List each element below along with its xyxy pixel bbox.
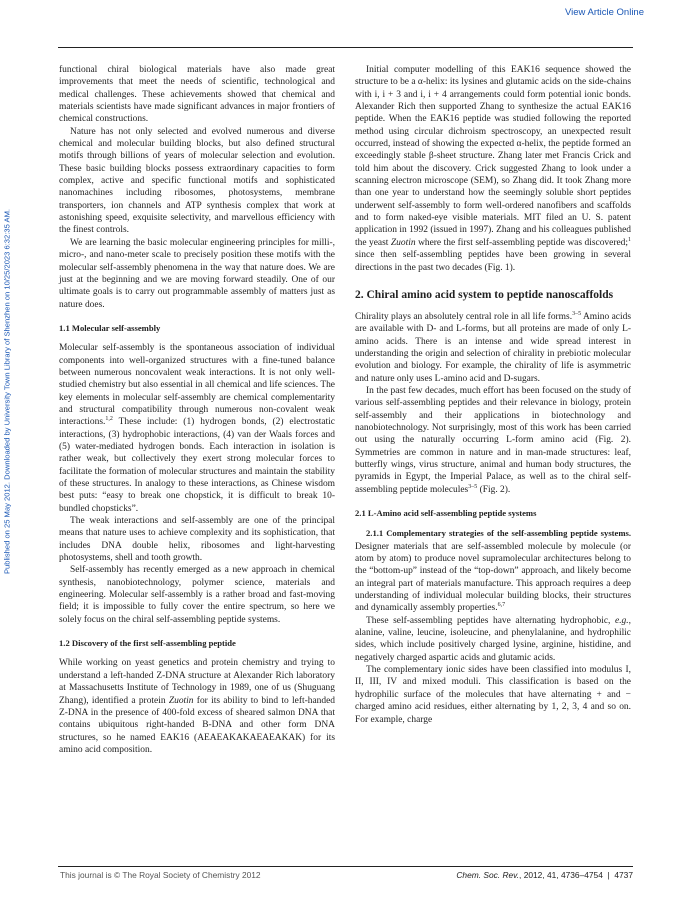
paragraph bbox=[355, 311, 631, 385]
view-article-online-link[interactable]: View Article Online bbox=[564, 7, 644, 18]
paragraph bbox=[355, 615, 631, 664]
citation-ref[interactable]: 3–5 bbox=[572, 310, 582, 317]
footer-rule bbox=[58, 866, 633, 867]
text-run: While working on yeast genetics and protein chemistry and trying to understand a left-handed Z-DNA structure at Alexander Rich laboratory at Massachusetts Institute of Technology in 1989, one of us (Shuguang Zhang), identified a protein bbox=[59, 658, 335, 706]
download-watermark bbox=[0, 150, 14, 640]
text-run: Designer materials that are self-assembled molecule by molecule (or atom by atom) to produce novel supramolecular architectures belong to the “bottom-up” instead of the “top-down” approach, and likely become an integral part of materials manufacture. This approach requires a deep understanding of individual molecular building blocks, their structures and dynamically assembly properties. bbox=[355, 541, 631, 614]
citation-ref[interactable]: 6,7 bbox=[497, 602, 506, 609]
paragraph: The complementary ionic sides have been classified into modulus I, II, III, IV and mixed moduli. This classification is based on the hydrophilic surface of the molecules that have alternating + and − charged amino acid residues, either alternating by 1, 2, 3, 4 and so on. For example, charge bbox=[355, 665, 631, 725]
italic-term: Zuotin bbox=[168, 695, 194, 706]
paragraph bbox=[59, 657, 335, 756]
paragraph: Self-assembly has recently emerged as a new approach in chemical synthesis, nanobiotechnology, polymer science, materials and engineering. Molecular self-assembly is a rather broad and fast-moving field; it is impossible to fully cover the entire spectrum, so here we solely focus on the chiral self-assembling peptide systems. bbox=[59, 565, 335, 625]
text-run: Amino acids are available with D- and L-forms, but all proteins are made of only L-amino acids. There is an intense and wide spread interest in understanding the origin and selection of chirality in prebiotic molecular evolution and biology. For example, the chirality of life is asymmetric and nature only uses L-amino acid and D-sugars. bbox=[355, 311, 631, 384]
text-run: In the past few decades, much effort has been focused on the study of various self-assembling peptides and their relevance in biology, protein self-assembly and their applications in biotechnology and nanobiotechnology. Not surprisingly, most of this work has been carried out using the naturally occurring L-form amino acid (Fig. 2). Symmetries are common in nature and in man-made structures: leaf, butterfly wings, virus structure, animal and human body structures, the pyramids in Egypt, the Imperial Palace, as well as to the chiral self-assembling peptide molecules bbox=[355, 385, 631, 495]
page-number: 4737 bbox=[614, 870, 633, 880]
journal-name: Chem. Soc. Rev. bbox=[456, 870, 520, 880]
citation-footer bbox=[456, 870, 633, 880]
section-heading-2-1-1: 2.1.1 Complementary strategies of the self-assembling peptide systems. bbox=[366, 528, 631, 539]
section-heading-1-2: 1.2 Discovery of the first self-assembling peptide bbox=[59, 638, 236, 649]
text-run: These include: (1) hydrogen bonds, (2) electrostatic interactions, (3) hydrophobic interactions, (4) van der Waals forces and (5) water-mediated hydrogen bonds. Each interaction in isolation is rather weak, but collectively they exert strong molecular forces to facilitate the formation of molecular structures and maintain the stability of these structures. In analogy to these interactions, as Chinese wisdom best puts: “easy to break one chopstick, it is difficult to break 10-bundled chopsticks”. bbox=[59, 417, 335, 514]
italic-term: Zuotin bbox=[390, 237, 416, 248]
right-column bbox=[355, 64, 631, 726]
citation-ref[interactable]: 1 bbox=[628, 236, 632, 243]
text-run: , alanine, valine, leucine, isoleucine, and phenylalanine, and hydrophilic sides, which include positively charged lysine, arginine, histidine, and negatively charged aspartic acids and glutamic acids. bbox=[355, 615, 631, 663]
paragraph: We are learning the basic molecular engineering principles for milli-, micro-, and nano-meter scale to precisely position these motifs with the molecular self-assembly phenomena in the way that nature does. We are just at the beginning and we are moving forward steadily. One of our ultimate goals is to carry out programmable assembly of matters just as nature does. bbox=[59, 237, 335, 310]
paragraph: The weak interactions and self-assembly are one of the principal means that nature uses to achieve complexity and its sophistication, that includes DNA double helix, ribosomes and light-harvesting photosystems, shell and tooth growth. bbox=[59, 516, 335, 564]
text-run: These self-assembling peptides have alternating hydrophobic, bbox=[366, 615, 615, 626]
citation-ref[interactable]: 3–5 bbox=[468, 483, 478, 490]
header-rule bbox=[58, 47, 633, 48]
text-run: Chirality plays an absolutely central role in all life forms. bbox=[355, 311, 573, 322]
section-heading-2: 2. Chiral amino acid system to peptide nanoscaffolds bbox=[355, 288, 614, 301]
paragraph bbox=[355, 64, 631, 274]
text-run: since then self-assembling peptides have been growing in several directions in the past two decades (Fig. 1). bbox=[355, 250, 631, 273]
citation-ref[interactable]: 1,2 bbox=[105, 416, 113, 423]
text-run: where the first self-assembling peptide was discovered; bbox=[415, 237, 629, 248]
section-heading-1-1: 1.1 Molecular self-assembly bbox=[59, 322, 161, 333]
section-heading-2-1: 2.1 L-Amino acid self-assembling peptide systems bbox=[355, 508, 537, 518]
paragraph bbox=[355, 385, 631, 496]
italic-term: e.g. bbox=[615, 615, 629, 626]
text-run: Molecular self-assembly is the spontaneous association of individual components into well-organized structures with a fine-tuned balance between numerous noncovalent weak interactions. It is not only well-studied chemistry but also essential in all chemical and life sciences. The key elements in molecular self-assembly are chemical complementarity and structural compatibility through numerous non-covalent weak interactions. bbox=[59, 343, 335, 428]
left-column bbox=[59, 64, 335, 756]
citation-details: , 2012, 41, 4736–4754 bbox=[519, 870, 603, 880]
paragraph bbox=[59, 342, 335, 515]
paragraph bbox=[355, 527, 631, 614]
copyright-footer: This journal is © The Royal Society of Chemistry 2012 bbox=[60, 870, 261, 880]
text-run: (Fig. 2). bbox=[477, 484, 511, 495]
paragraph: functional chiral biological materials have also made great improvements that meet the needs of scientific, technological and medical challenges. These achievements showed that chemical and materials scientists have made significant advances in major frontiers of chemical constructions. bbox=[59, 65, 335, 125]
text-run: for its ability to bind to left-handed Z-DNA in the presence of 400-fold excess of sheared salmon DNA that contains ubiquitous right-handed B-DNA and other form DNA structures, so he named EAK16 (AEAEAKAKAEAEAKAK) for its amino acid composition. bbox=[59, 695, 336, 755]
footer-separator: | bbox=[602, 870, 615, 880]
download-watermark-text: Published on 25 May 2012. Downloaded by University Town Library of Shenzhen on 10/25/2023 6:32:35 AM. bbox=[2, 208, 12, 575]
text-run: Initial computer modelling of this EAK16 sequence showed the structure to be a α-helix: its lysines and glutamic acids on the side-chains with i, i + 3 and i, i + 4 arrangements could form potential ionic bonds. Alexander Rich then supported Zhang to synthesize the actual EAK16 peptide. When the EAK16 peptide was studied following the reported method using circular dichroism spectroscopy, an unexpected result occurred, instead of showing the expected α-helix, the peptide formed an exceedingly stable β-sheet structure. Zhang later met Francis Crick and told him about the discovery. Crick suggested Zhang to look under a scanning electron microscope (SEM), so Zhang did. It took Zhang more than one year to understand how the seemingly soluble short peptides underwent self-assembly to form well-ordered nanofibers and scaffolds and to form naked-eye visible materials. MIT filed an U. S. patent application in 1992 (issued in 1997). Zhang and his colleagues published the yeast bbox=[355, 65, 631, 248]
paragraph: Nature has not only selected and evolved numerous and diverse chemical and molecular building blocks, but also defined structural motifs through billions of years of molecular selection and evolution. These basic building blocks possess extraordinary capacities to form complex, active and specific functional motifs and sophisticated nanomachines including ribosomes, photosystems, membrane transporters, ion channels and ATP synthesis complex that work at astonishing speed, exquisite selectivity, and marvellous efficiency with the finest controls. bbox=[59, 126, 335, 236]
